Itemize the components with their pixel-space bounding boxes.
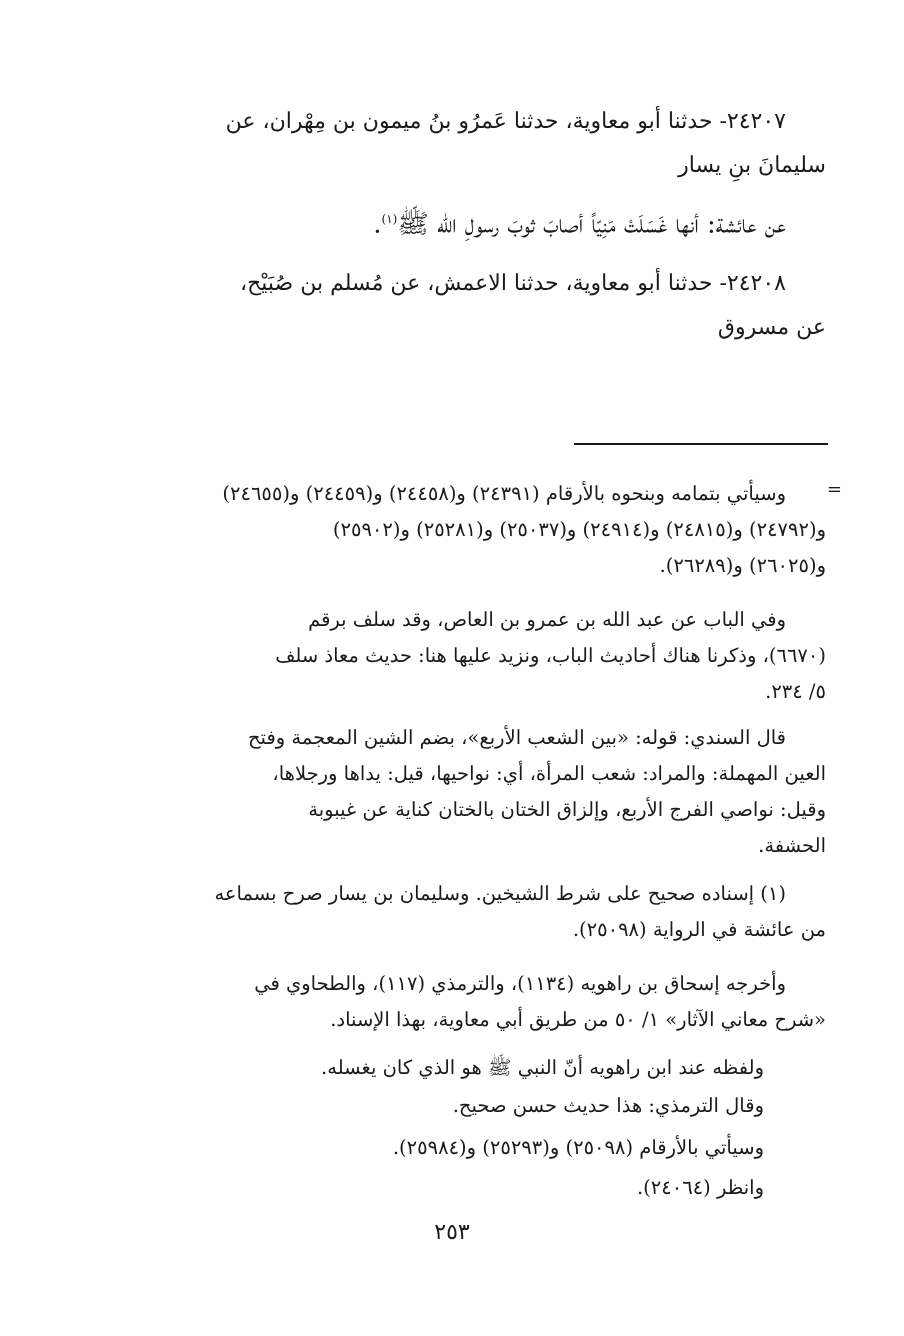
hadith-24207 — [128, 100, 826, 188]
footnote-paragraph-8 — [128, 1130, 826, 1166]
footnote-line: العين المهملة: والمراد: شعب المرأة، أي: نواحيها، قيل: يداها ورجلاها، — [272, 762, 826, 785]
footnote-line: ٥/ ٢٣٤. — [765, 680, 826, 703]
footnote-paragraph-6 — [128, 1050, 826, 1086]
footnote-line: وأخرجه إسحاق بن راهويه (١١٣٤)، والترمذي (١١٧)، والطحاوي في — [254, 972, 786, 995]
footnote-line: (٦٦٧٠)، وذكرنا هناك أحاديث الباب، ونزيد عليها هنا: حديث معاذ سلف — [275, 644, 826, 667]
footnote-line: قال السندي: قوله: «بين الشعب الأربع»، بضم الشين المعجمة وفتح — [247, 726, 786, 749]
footnote-line: الحشفة. — [758, 834, 826, 857]
footnote-paragraph-7 — [128, 1088, 826, 1124]
hadith-24207-matn-text: عن عائشة: أنها غَسَلَتْ مَنِيّاً أصابَ ثوبَ رسولِ الله ﷺ — [397, 209, 786, 240]
page-number: ٢٥٣ — [434, 1220, 470, 1245]
continuation-marker: = — [826, 479, 842, 500]
footnote-line: (١) إسناده صحيح على شرط الشيخين. وسليمان بن يسار صرح بسماعه — [214, 882, 786, 905]
footnote-line: وقيل: نواصي الفرج الأربع، وإلزاق الختان بالختان كناية عن غيبوبة — [308, 798, 826, 821]
footnote-paragraph-2 — [128, 602, 826, 710]
footnote-line: و(٢٦٠٢٥) و(٢٦٢٨٩). — [659, 554, 826, 577]
hadith-24208 — [128, 262, 826, 350]
footnote-paragraph-3 — [128, 720, 826, 864]
footnote-paragraph-9 — [128, 1170, 826, 1206]
footnote-line: ولفظه عند ابن راهويه أنّ النبي ﷺ هو الذي كان يغسله. — [321, 1056, 764, 1079]
hadith-24208-chain-line-1: ٢٤٢٠٨- حدثنا أبو معاوية، حدثنا الاعمش، عن مُسلم بن صُبَيْح، — [239, 271, 786, 296]
footnote-line: و(٢٤٧٩٢) و(٢٤٨١٥) و(٢٤٩١٤) و(٢٥٠٣٧) و(٢٥٢٨١) و(٢٥٩٠٢) — [332, 518, 826, 541]
footnote-line: وانظر (٢٤٠٦٤). — [636, 1176, 764, 1199]
hadith-24208-chain-line-2: عن مسروق — [717, 315, 826, 340]
footnote-line: وقال الترمذي: هذا حديث حسن صحيح. — [452, 1094, 764, 1117]
footnote-reference: (١) — [381, 212, 398, 226]
footnote-paragraph-5 — [128, 966, 826, 1038]
hadith-24207-chain-line-1: ٢٤٢٠٧- حدثنا أبو معاوية، حدثنا عَمرُو بنُ ميمون بن مِهْران، عن — [225, 109, 786, 134]
footnote-line: وفي الباب عن عبد الله بن عمرو بن العاص، وقد سلف برقم — [308, 608, 786, 631]
footnote-line: من عائشة في الرواية (٢٥٠٩٨). — [572, 918, 826, 941]
hadith-24207-chain-line-2: سليمانَ بنِ يسار — [678, 153, 826, 178]
footnote-paragraph-1 — [128, 476, 826, 584]
hadith-24207-matn-end: . — [373, 209, 382, 240]
footnote-paragraph-4 — [128, 876, 826, 948]
footnote-line: وسيأتي بالأرقام (٢٥٠٩٨) و(٢٥٢٩٣) و(٢٥٩٨٤). — [392, 1136, 764, 1159]
footnote-line: «شرح معاني الآثار» ١/ ٥٠ من طريق أبي معاوية، بهذا الإسناد. — [330, 1008, 826, 1031]
hadith-24207-matn — [128, 194, 826, 250]
footnote-line: وسيأتي بتمامه وبنحوه بالأرقام (٢٤٣٩١) و(٢٤٤٥٨) و(٢٤٤٥٩) و(٢٤٦٥٥) — [222, 482, 786, 505]
footnote-separator — [574, 443, 828, 445]
